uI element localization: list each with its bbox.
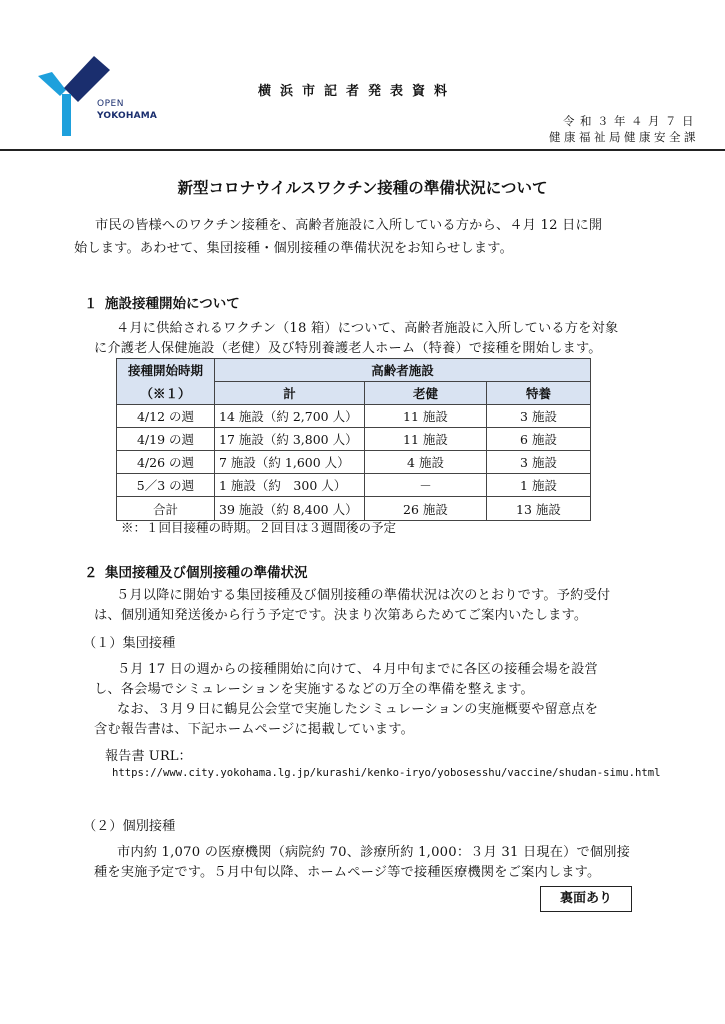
table-row-total bbox=[117, 497, 591, 521]
subsection2-body-line-2: 種を実施予定です。５月中旬以降、ホームページ等で接種医療機関をご案内します。 bbox=[94, 865, 601, 880]
section2-body-line-1: ５月以降に開始する集団接種及び個別接種の準備状況は次のとおりです。予約受付 bbox=[116, 588, 611, 603]
table-row bbox=[117, 474, 591, 497]
row-roken: 11 施設 bbox=[365, 428, 487, 451]
section2-body-line-2: は、個別通知発送後から行う予定です。決まり次第あらためてご案内いたします。 bbox=[94, 608, 588, 623]
row-roken: － bbox=[365, 474, 487, 497]
header-period-note: （※１） bbox=[117, 382, 215, 405]
header-tokuyo: 特養 bbox=[487, 382, 591, 405]
section1-number: １ bbox=[84, 296, 98, 312]
subsection1-body-line-4: 含む報告書は、下記ホームページに掲載しています。 bbox=[94, 722, 414, 737]
intro-line-2: 始します。あわせて、集団接種・個別接種の準備状況をお知らせします。 bbox=[74, 241, 514, 256]
section1-title: 施設接種開始について bbox=[105, 296, 240, 312]
row-period: 4/19 の週 bbox=[117, 428, 215, 451]
row-period: 合計 bbox=[117, 497, 215, 521]
document-title: 新型コロナウイルスワクチン接種の準備状況について bbox=[177, 179, 548, 197]
table-row bbox=[117, 451, 591, 474]
open-yokohama-logo-icon bbox=[38, 50, 118, 140]
subsection1-body-line-3: なお、３月９日に鶴見公会堂で実施したシミュレーションの実施概要や留意点を bbox=[117, 702, 599, 717]
table-footnote: ※：１回目接種の時期。２回目は３週間後の予定 bbox=[121, 520, 397, 535]
report-url-link[interactable]: https://www.city.yokohama.lg.jp/kurashi/kenko-iryo/yobosesshu/vaccine/shudan-simu.html bbox=[112, 767, 661, 779]
row-total: 17 施設（約 3,800 人） bbox=[215, 428, 365, 451]
row-total: 14 施設（約 2,700 人） bbox=[215, 405, 365, 428]
row-period: 4/12 の週 bbox=[117, 405, 215, 428]
report-url-label: 報告書 URL： bbox=[105, 749, 192, 764]
row-tokuyo: 3 施設 bbox=[487, 451, 591, 474]
table-row bbox=[117, 428, 591, 451]
intro-line-1: 市民の皆様へのワクチン接種を、高齢者施設に入所している方から、４月 12 日に開 bbox=[95, 218, 603, 233]
section2-title: 集団接種及び個別接種の準備状況 bbox=[105, 565, 308, 581]
subsection1-body-line-1: ５月 17 日の週からの接種開始に向けて、４月中旬までに各区の接種会場を設営 bbox=[117, 662, 598, 677]
header-divider bbox=[0, 149, 725, 151]
header-period: 接種開始時期 bbox=[117, 359, 215, 382]
subsection2-title: （２）個別接種 bbox=[83, 819, 176, 834]
department-name: 健康福祉局健康安全課 bbox=[549, 130, 699, 144]
row-roken: 4 施設 bbox=[365, 451, 487, 474]
subsection2-body-line-1: 市内約 1,070 の医療機関（病院約 70、診療所約 1,000：３月 31 日現在）で個別接 bbox=[117, 845, 631, 860]
section1-body-line-2: に介護老人保健施設（老健）及び特別養護老人ホーム（特養）で接種を開始します。 bbox=[94, 341, 602, 356]
back-side-notice: 裏面あり bbox=[540, 886, 632, 912]
section2-number: ２ bbox=[84, 565, 98, 581]
row-total: 1 施設（約 300 人） bbox=[215, 474, 365, 497]
subsection1-body-line-2: し、各会場でシミュレーションを実施するなどの万全の準備を整えます。 bbox=[94, 682, 534, 697]
row-tokuyo: 1 施設 bbox=[487, 474, 591, 497]
header-elderly-facilities: 高齢者施設 bbox=[215, 359, 591, 382]
header-roken: 老健 bbox=[365, 382, 487, 405]
facility-vaccination-table bbox=[116, 358, 591, 521]
row-tokuyo: 3 施設 bbox=[487, 405, 591, 428]
row-tokuyo: 13 施設 bbox=[487, 497, 591, 521]
header-total: 計 bbox=[215, 382, 365, 405]
logo-text-open: OPEN bbox=[97, 99, 124, 109]
row-tokuyo: 6 施設 bbox=[487, 428, 591, 451]
section1-body-line-1: ４月に供給されるワクチン（18 箱）について、高齢者施設に入所している方を対象 bbox=[116, 321, 619, 336]
row-roken: 11 施設 bbox=[365, 405, 487, 428]
row-period: 4/26 の週 bbox=[117, 451, 215, 474]
issue-date: 令和３年４月７日 bbox=[563, 114, 699, 128]
subsection1-title: （１）集団接種 bbox=[83, 636, 176, 651]
row-total: 7 施設（約 1,600 人） bbox=[215, 451, 365, 474]
press-release-label: 横浜市記者発表資料 bbox=[258, 84, 457, 99]
row-total: 39 施設（約 8,400 人） bbox=[215, 497, 365, 521]
row-period: 5／3 の週 bbox=[117, 474, 215, 497]
logo-text-yokohama: YOKOHAMA bbox=[97, 111, 158, 121]
table-row bbox=[117, 405, 591, 428]
row-roken: 26 施設 bbox=[365, 497, 487, 521]
